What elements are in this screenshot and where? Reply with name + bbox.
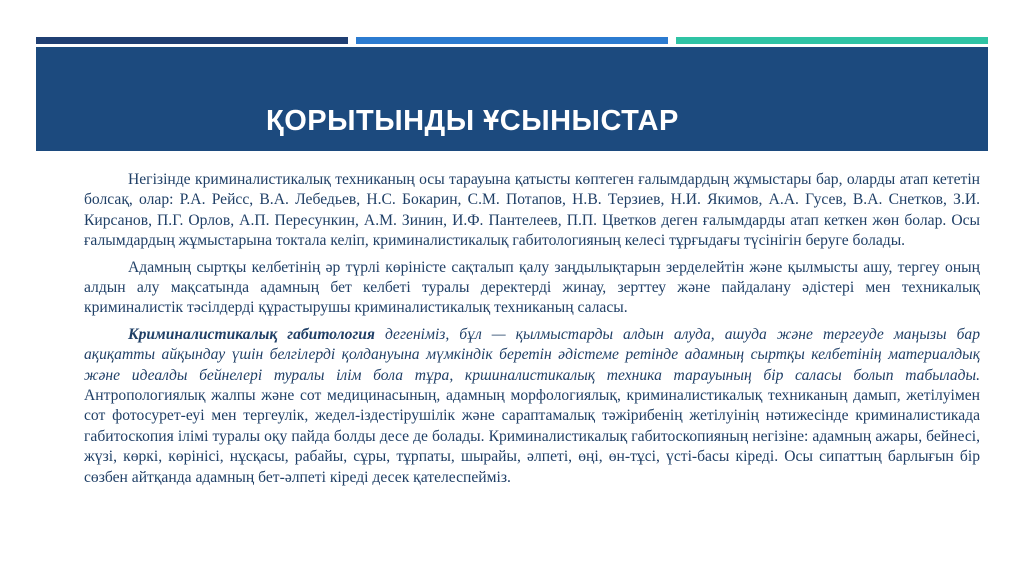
accent-bar-dark: [36, 37, 348, 44]
definition-lead: [84, 326, 980, 384]
definition-text: дегеніміз, бұл — қылмыстарды алдын алуда, ашуда және тергеуде маңызы бар ақиқатты айқындау үшін белгілерді қолдануына мүмкіндік беретін әдістеме ретінде адамның сыртқы келбетінің материалдық және идеалды бейнелері туралы ілім бола тұра, кршиналистикалық техника тарауының бір саласы болып табылады.: [84, 325, 981, 384]
paragraph-2: Адамның сыртқы келбетінің әр түрлі көріністе сақталып қалу заңдылықтарын зерделейтін және қылмысты ашу, тергеу оның алдын алу мақсатында адамның бет келбеті туралы деректерді жинау, зерттеу және пайдалану әдістері мен техникалық криминалистік тәсілдерді құрастырушы криминалистикалық техниканың саласы.: [84, 258, 980, 317]
slide-title: ҚОРЫТЫНДЫ ҰСЫНЫСТАР: [266, 105, 679, 137]
slide-body: [84, 170, 980, 494]
paragraph-1: Негізінде криминалистикалық техниканың осы тарауына қатысты көптеген ғалымдардың жұмыстары бар, оларды атап кететін болсақ, олар: Р.А. Рейсс, В.А. Лебедьев, Н.С. Бокарин, С.М. Потапов, Н.В. Терзиев, Н.И. Якимов, А.А. Гусев, В.А. Снетков, З.И. Кирсанов, П.Г. Орлов, А.П. Пересункин, А.М. Зинин, И.Ф. Пантелеев, П.П. Цветков деген ғалымдарды атап кеткен жөн болар. Осы ғалымдардың жұмыстарына токтала келіп, криминалистикалық габитологияның келесі тұрғыдағы түсінігін беруге болады.: [84, 171, 980, 250]
defined-term: Криминалистикалық габитология: [128, 325, 375, 343]
title-banner: [36, 47, 988, 151]
paragraph-3-rest: Антропологиялық жалпы және сот медицинасының, адамның морфологиялық, криминалистикалық техниканың дамып, жетілуімен сот фотосурет-еуі мен тергеулік, жедел-іздестірушілік және сараптамалық тәжірибенің жетілуінің нәтижесінде криминалистикада габитоскопия ілімі туралы оқу пайда болды десе де болады. Криминалистикалық габитоскопияның негізіне: адамның ажары, бейнесі, жүзі, көркі, көрінісі, нұсқасы, рабайы, сұры, тұрпаты, шырайы, әлпеті, өңі, өн-тұсі, үсті-басы кіреді. Осы сипаттың барлығын бір сөзбен айтқанда адамның бет-әлпеті кіреді десек қателеспейміз.: [84, 387, 980, 486]
accent-bar-teal: [676, 37, 988, 44]
accent-bar-blue: [356, 37, 668, 44]
paragraph-3: [84, 325, 980, 488]
